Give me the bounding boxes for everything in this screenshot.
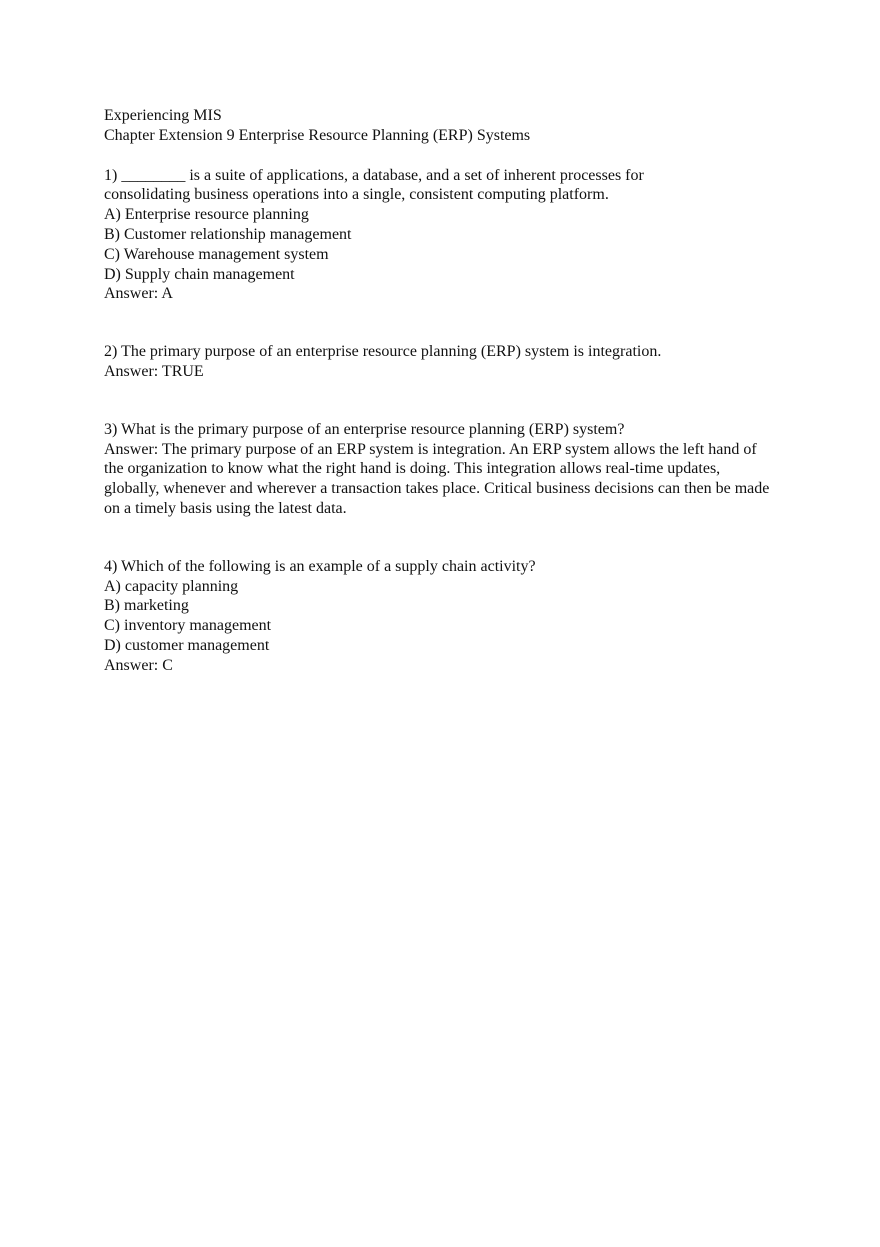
chapter-title: Chapter Extension 9 Enterprise Resource Planning (ERP) Systems <box>104 126 531 144</box>
question-1 <box>104 166 784 305</box>
question-2-text: 2) The primary purpose of an enterprise resource planning (ERP) system is integration. <box>104 343 662 361</box>
question-1-text-line-2: consolidating business operations into a single, consistent computing platform. <box>104 186 609 204</box>
question-4-option-c: C) inventory management <box>104 617 272 635</box>
question-3 <box>104 420 784 519</box>
question-4-answer: Answer: C <box>104 656 173 674</box>
spacer <box>104 382 784 420</box>
question-1-text-line-1: 1) ________ is a suite of applications, a database, and a set of inherent processes for <box>104 166 644 184</box>
question-3-text: 3) What is the primary purpose of an enterprise resource planning (ERP) system? <box>104 420 625 438</box>
question-3-answer: Answer: The primary purpose of an ERP system is integration. An ERP system allows the left hand of the organization to know what the right hand is doing. This integration allows real-time updates, globally, whenever and wherever a transaction takes place. Critical business decisions can then be made on a timely basis using the latest data. <box>104 440 770 517</box>
question-1-option-d: D) Supply chain management <box>104 265 295 283</box>
question-2 <box>104 342 784 382</box>
question-2-answer: Answer: TRUE <box>104 362 204 380</box>
question-4-option-b: B) marketing <box>104 597 189 615</box>
question-1-answer: Answer: A <box>104 285 173 303</box>
question-1-option-c: C) Warehouse management system <box>104 245 329 263</box>
question-4 <box>104 557 784 676</box>
question-4-text: 4) Which of the following is an example of a supply chain activity? <box>104 557 536 575</box>
spacer <box>104 519 784 557</box>
spacer <box>104 304 784 342</box>
question-1-option-b: B) Customer relationship management <box>104 225 352 243</box>
book-title: Experiencing MIS <box>104 107 222 124</box>
question-4-option-a: A) capacity planning <box>104 577 239 595</box>
question-4-option-d: D) customer management <box>104 636 270 654</box>
document-page <box>104 106 784 676</box>
spacer <box>104 146 784 166</box>
question-1-option-a: A) Enterprise resource planning <box>104 206 309 224</box>
